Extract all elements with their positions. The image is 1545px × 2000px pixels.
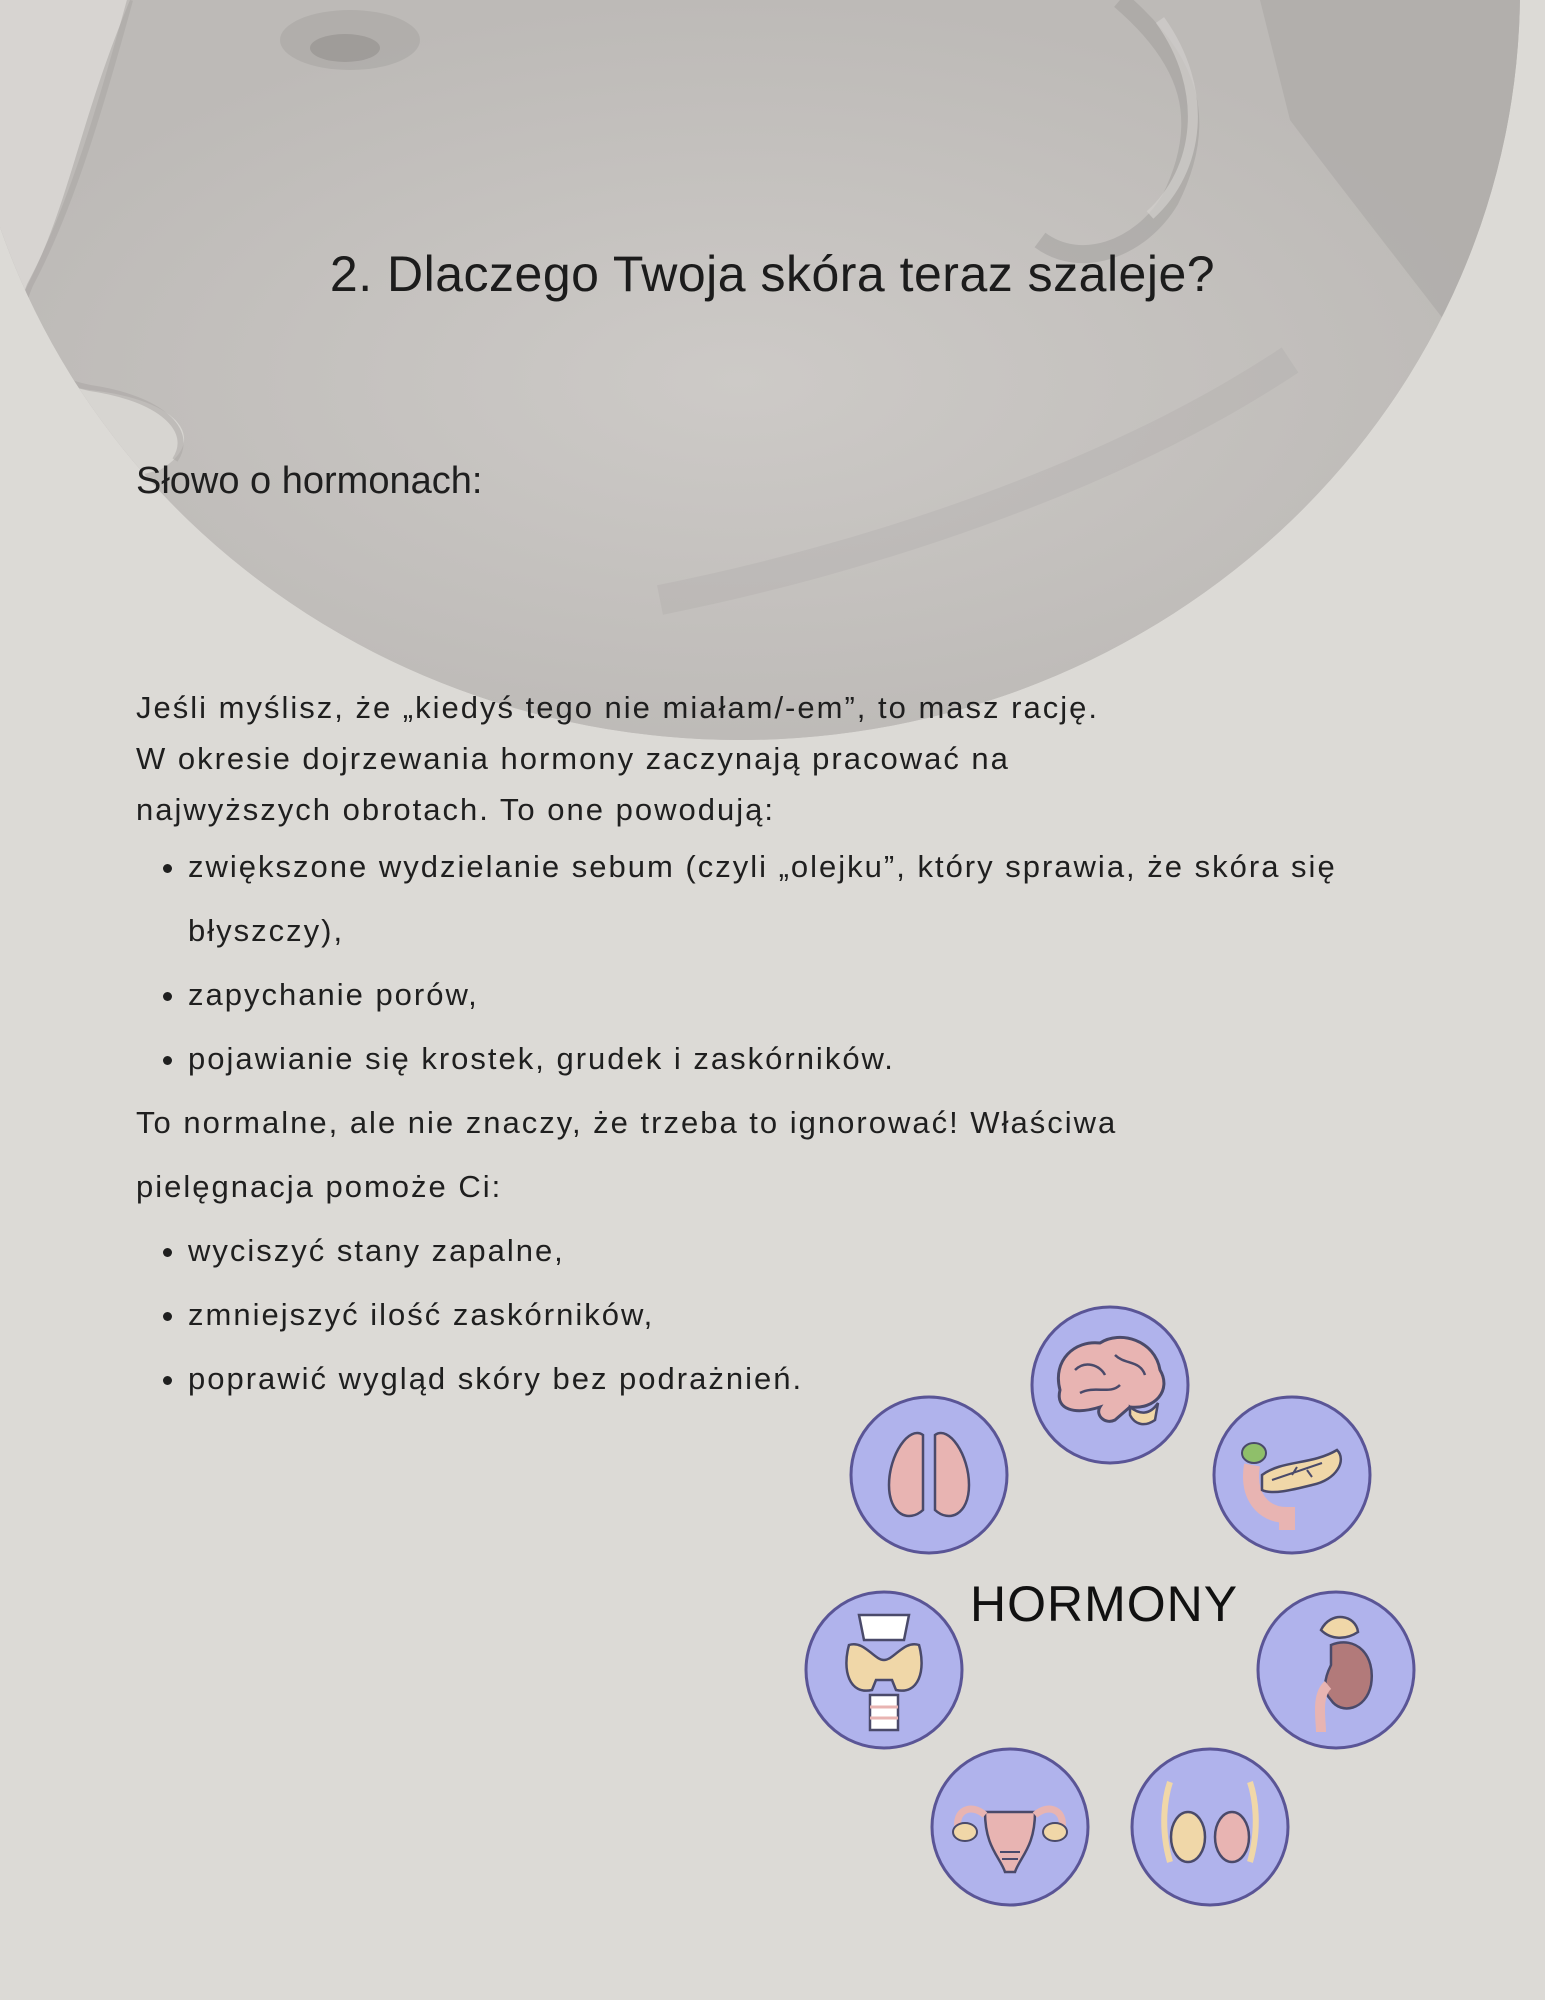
face-photo-circle [0, 0, 1520, 740]
intro-line-2: W okresie dojrzewania hormony zaczynają pracować na [136, 741, 1010, 776]
list-item: • zapychanie porów, [188, 963, 1436, 1027]
lungs-icon [851, 1397, 1007, 1553]
thyroid-icon [806, 1592, 962, 1748]
causes-list [136, 835, 1436, 1091]
list-item: • pojawianie się krostek, grudek i zaskórników. [188, 1027, 1436, 1091]
list-item: • poprawić wygląd skóry bez podrażnień. [188, 1347, 1436, 1411]
face-silhouette [0, 0, 1520, 740]
adrenal-kidney-icon [1258, 1592, 1414, 1748]
uterus-ovaries-icon [932, 1749, 1088, 1905]
header-photo [0, 0, 1545, 760]
diagram-label: HORMONY [970, 1576, 1239, 1632]
section-subtitle: Słowo o hormonach: [136, 460, 483, 502]
intro-line-1: Jeśli myślisz, że „kiedyś tego nie miałam/-em”, to masz rację. [136, 690, 1099, 725]
page-title: 2. Dlaczego Twoja skóra teraz szaleje? [329, 246, 1216, 302]
list-item: • zmniejszyć ilość zaskórników, [188, 1283, 1436, 1347]
pancreas-icon [1214, 1397, 1370, 1553]
list-item: • wyciszyć stany zapalne, [188, 1219, 1436, 1283]
intro-line-3: najwyższych obrotach. To one powodują: [136, 792, 775, 827]
list-item: • zwiększone wydzielanie sebum (czyli „olejku”, który sprawia, że skóra się błyszczy), [188, 835, 1368, 963]
brain-icon [1032, 1307, 1188, 1463]
testes-icon [1132, 1749, 1288, 1905]
paragraph-2: To normalne, ale nie znaczy, że trzeba to ignorować! Właściwa pielęgnacja pomoże Ci: [136, 1105, 1118, 1204]
